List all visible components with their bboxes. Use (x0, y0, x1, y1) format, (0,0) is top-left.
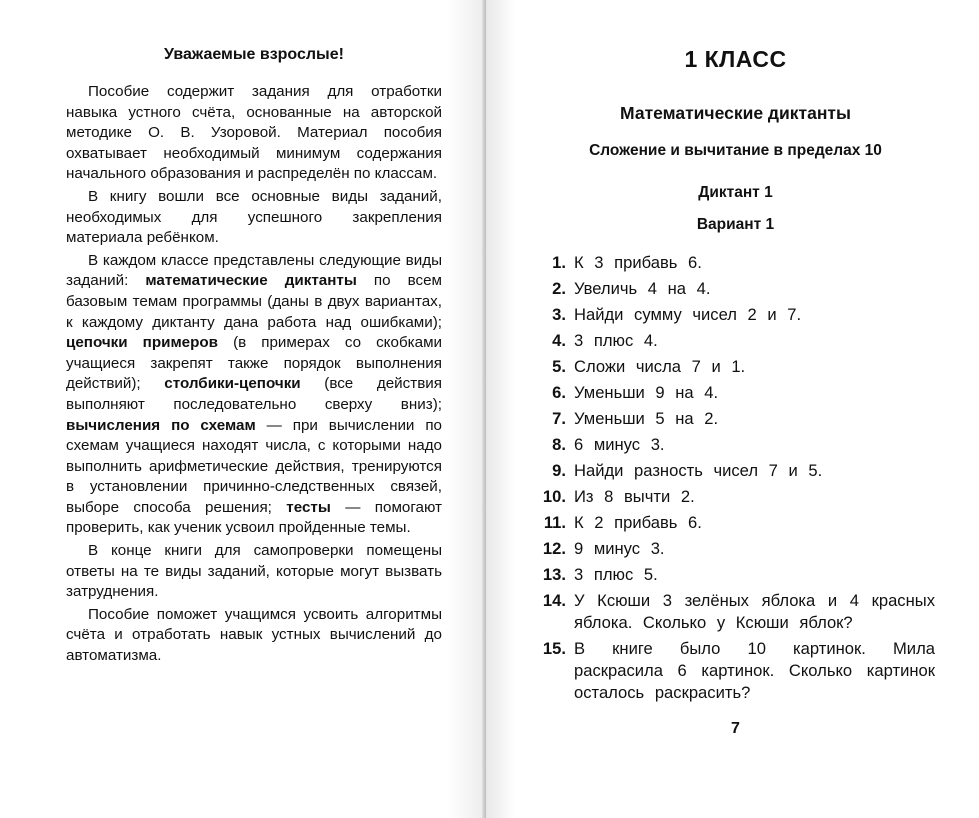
intro-paragraph (66, 251, 442, 539)
task-item (536, 638, 935, 704)
paragraph-text: Пособие поможет учащимся усвоить алгоритмы счёта и отработать навык устных вычислений до автоматизма. (66, 605, 442, 665)
task-item (536, 564, 935, 586)
task-number: 4. (552, 331, 566, 350)
task-text: 3 плюс 5. (574, 565, 658, 584)
paragraph-text: (все действия выполняют последовательно сверху вниз); (66, 375, 442, 413)
task-item (536, 434, 935, 456)
task-text: Уменьши 5 на 2. (574, 409, 719, 428)
paragraph-text: (в примерах со скобками учащиеся закрепят также порядок выполнения действий); (66, 334, 442, 393)
task-text: У Ксюши 3 зелёных яблока и 4 красных яблока. Сколько у Ксюши яблок? (574, 591, 935, 632)
task-number: 14. (542, 591, 566, 610)
task-number: 10. (542, 487, 566, 506)
paragraph-text: — помогают проверить, как ученик усвоил пройденные темы. (66, 498, 442, 537)
bold-term: вычисления по схемам (66, 416, 256, 434)
task-item (536, 590, 935, 634)
page-number: 7 (731, 720, 740, 737)
task-number: 9. (552, 461, 566, 480)
task-number: 15. (542, 639, 566, 658)
task-number: 12. (542, 539, 566, 558)
intro-paragraph (66, 541, 442, 603)
class-title: 1 КЛАСС (684, 46, 787, 72)
task-item (536, 330, 935, 352)
task-item (536, 512, 935, 534)
variant-title: Вариант 1 (696, 216, 775, 233)
task-number: 11. (543, 513, 566, 532)
task-number: 1. (552, 253, 566, 272)
task-number: 3. (552, 305, 566, 324)
section-title: Математические диктанты (620, 103, 851, 123)
paragraph-text: В книгу вошли все основные виды заданий, необходимых для успешного закрепления материала ребёнком. (66, 187, 442, 247)
task-item (536, 356, 935, 378)
paragraph-text: В каждом классе представлены следующие виды заданий: (66, 251, 442, 290)
task-text: 3 плюс 4. (574, 331, 658, 350)
task-item (536, 252, 935, 274)
right-page (486, 0, 979, 818)
task-item (536, 486, 935, 508)
task-item (536, 304, 935, 326)
task-text: Уменьши 9 на 4. (574, 383, 719, 402)
task-number: 5. (552, 357, 566, 376)
task-list (536, 252, 935, 704)
paragraph-text: В конце книги для самопроверки помещены ответы на те виды заданий, которые могут вызвать затруднения. (66, 542, 442, 601)
paragraph-text: по всем базовым темам программы (даны в двух вариантах, к каждому диктанту дана работа над ошибками); (66, 272, 442, 331)
intro-paragraph (66, 82, 442, 185)
intro-paragraph (66, 187, 442, 249)
left-page-heading: Уважаемые взрослые! (164, 46, 344, 63)
task-text: Увеличь 4 на 4. (574, 279, 711, 298)
task-text: Найди сумму чисел 2 и 7. (574, 305, 802, 324)
task-text: Найди разность чисел 7 и 5. (574, 461, 823, 480)
bold-term: столбики-цепочки (164, 375, 301, 393)
task-text: 6 минус 3. (574, 435, 665, 454)
task-item (536, 538, 935, 560)
subsection-title: Сложение и вычитание в пределах 10 (589, 142, 882, 159)
intro-text (66, 82, 442, 667)
task-number: 8. (552, 435, 566, 454)
task-number: 7. (552, 409, 566, 428)
task-text: К 3 прибавь 6. (574, 253, 702, 272)
task-text: В книге было 10 картинок. Мила раскрасила 6 картинок. Сколько картинок осталось раскрасить? (574, 639, 935, 702)
task-text: 9 минус 3. (574, 539, 665, 558)
task-number: 13. (542, 565, 566, 584)
bold-term: тесты (286, 498, 331, 516)
task-number: 6. (552, 383, 566, 402)
task-text: Сложи числа 7 и 1. (574, 357, 746, 376)
task-text: Из 8 вычти 2. (574, 487, 695, 506)
task-item (536, 382, 935, 404)
dictation-title: Диктант 1 (698, 184, 773, 201)
bold-term: цепочки примеров (66, 334, 219, 352)
task-text: К 2 прибавь 6. (574, 513, 702, 532)
task-item (536, 408, 935, 430)
task-item (536, 278, 935, 300)
paragraph-text: — при вычислении по схемам учащиеся находят числа, с которыми надо выполнить арифметические действия, тренируются в установлении причинно-следственных связей, выборе способа решения; (66, 416, 442, 516)
paragraph-text: Пособие содержит задания для отработки навыка устного счёта, основанные на авторской методике О. В. Узоровой. Материал пособия охватывает необходимый минимум содержания начального образования и распределён по классам. (66, 83, 442, 183)
left-page (0, 0, 486, 818)
bold-term: математические диктанты (145, 272, 357, 290)
task-number: 2. (552, 279, 566, 298)
task-item (536, 460, 935, 482)
intro-paragraph (66, 605, 442, 667)
